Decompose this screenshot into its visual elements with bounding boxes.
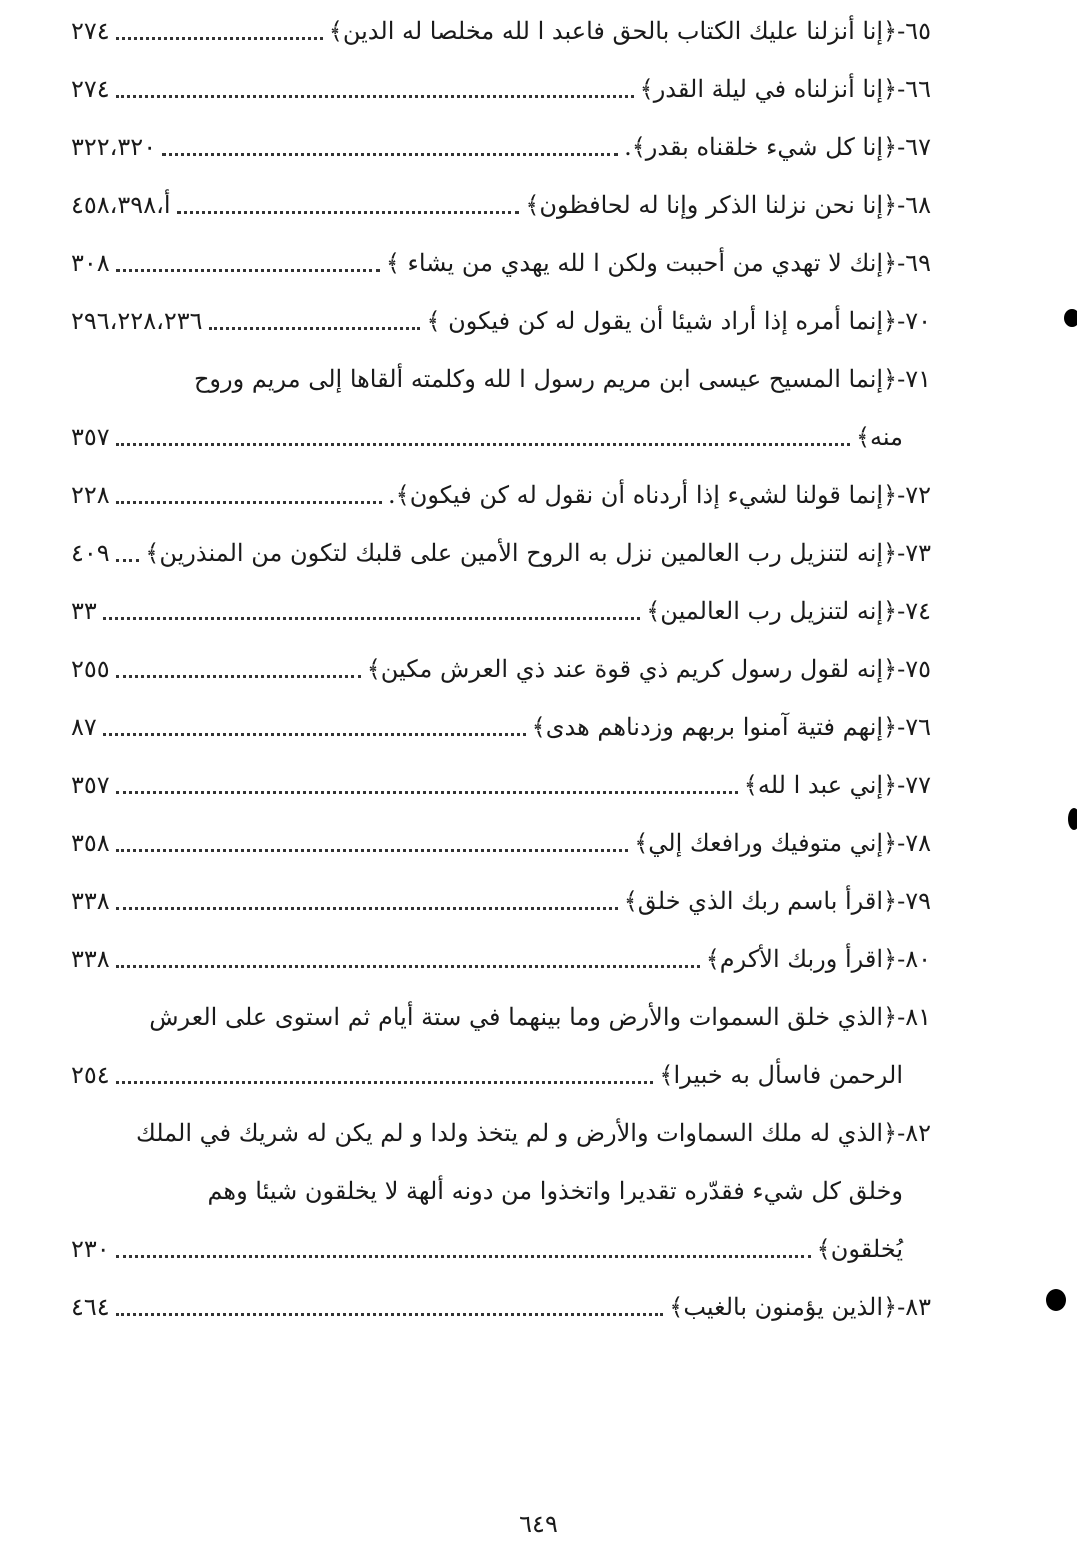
dot-leader [116, 1081, 654, 1084]
entry-line-wrapped [71, 350, 931, 408]
entry-line [71, 292, 931, 350]
index-entry [71, 814, 931, 872]
verse-text: ﴿الذي له ملك السماوات والأرض و لم يتخذ ولدا و لم يكن له شريك في الملك [135, 1119, 898, 1147]
entry-number: ٧٧- [897, 771, 931, 799]
index-entry [71, 698, 931, 756]
verse-text: ﴿إني متوفيك ورافعك إلي﴾ [634, 829, 898, 857]
index-entry [71, 1278, 931, 1336]
entry-line [71, 872, 931, 930]
entry-line [71, 176, 931, 234]
entry-line [71, 118, 931, 176]
page-references: ٤٦٤ [71, 1293, 110, 1321]
entry-number: ٧٦- [897, 713, 931, 741]
entry-number: ٧٣- [897, 539, 931, 567]
verse-text: ﴿إنما قولنا لشيء إذا أردناه أن نقول له كن فيكون﴾. [388, 481, 898, 509]
entry-number: ٧٢- [897, 481, 931, 509]
dot-leader [116, 443, 850, 446]
dot-leader [116, 1313, 664, 1316]
dot-leader [116, 269, 380, 272]
entry-line [71, 640, 931, 698]
verse-text: وخلق كل شيء فقدّره تقديرا واتخذوا من دونه ألهة لا يخلقون شيئا وهم [207, 1177, 903, 1205]
page-references: ٣٣ [71, 597, 97, 625]
entry-line [71, 1046, 931, 1104]
page-references: ٣٠٨ [71, 249, 110, 277]
dot-leader [116, 559, 140, 562]
entry-number: ٧٠- [897, 307, 931, 335]
entry-line [71, 582, 931, 640]
entry-number: ٧٤- [897, 597, 931, 625]
entry-line [71, 930, 931, 988]
verse-text: ﴿اقرأ باسم ربك الذي خلق﴾ [623, 887, 898, 915]
dot-leader [177, 211, 520, 214]
index-entry [71, 292, 931, 350]
verse-text: ﴿إنما أمره إذا أراد شيئا أن يقول له كن فيكون ﴾ [426, 307, 898, 335]
punch-hole [1068, 808, 1077, 830]
verse-text: ﴿إنه لتنزيل رب العالمين نزل به الروح الأمين على قلبك لتكون من المنذرين﴾ [145, 539, 898, 567]
index-entry [71, 756, 931, 814]
entry-line [71, 1278, 931, 1336]
dot-leader [116, 907, 618, 910]
index-entry [71, 118, 931, 176]
entry-line [71, 466, 931, 524]
verse-text: منه﴾ [855, 423, 903, 451]
page-references: ٣٣٨ [71, 887, 110, 915]
page-references: ٣٥٧ [71, 423, 110, 451]
page-references: ٣٥٨ [71, 829, 110, 857]
page-references: ٨٧ [71, 713, 97, 741]
verse-text: ﴿إنهم فتية آمنوا بربهم وزدناهم هدى﴾ [531, 713, 898, 741]
verse-text: ﴿الذي خلق السموات والأرض وما بينهما في ستة أيام ثم استوى على العرش [149, 1003, 898, 1031]
dot-leader [116, 95, 634, 98]
entry-number: ٨٠- [897, 945, 931, 973]
index-entry [71, 582, 931, 640]
index-entry [71, 466, 931, 524]
page-references: ٢٥٤ [71, 1061, 110, 1089]
verse-text: ﴿إنا كل شيء خلقناه بقدر﴾. [624, 133, 898, 161]
index-entry [71, 640, 931, 698]
verse-text: يُخلقون﴾ [816, 1235, 903, 1263]
dot-leader [103, 617, 640, 620]
verse-text: ﴿اقرأ وربك الأكرم﴾ [705, 945, 898, 973]
verse-text: ﴿إنه لقول رسول كريم ذي قوة عند ذي العرش مكين﴾ [366, 655, 898, 683]
dot-leader [116, 1255, 811, 1258]
index-entry [71, 930, 931, 988]
entry-line [71, 814, 931, 872]
index-entry [71, 524, 931, 582]
entry-line [71, 2, 931, 60]
entry-line [71, 234, 931, 292]
page-references: ٣٢٢،٣٢٠ [71, 133, 157, 161]
index-entry [71, 350, 931, 466]
entry-number: ٧٩- [897, 887, 931, 915]
page-references: ٢٥٥ [71, 655, 110, 683]
verse-text: الرحمن فاسأل به خبيرا﴾ [659, 1061, 903, 1089]
page-references: ٢٧٤ [71, 75, 110, 103]
verse-text: ﴿إني عبد ا لله﴾ [743, 771, 898, 799]
entry-line-wrapped [71, 1104, 931, 1162]
index-entry [71, 872, 931, 930]
dot-leader [116, 675, 361, 678]
index-entry [71, 2, 931, 60]
page-references: ٣٥٧ [71, 771, 110, 799]
verse-text: ﴿الذين يؤمنون بالغيب﴾ [669, 1293, 898, 1321]
entry-number: ٧١- [897, 365, 931, 393]
page-number: ٦٤٩ [519, 1510, 558, 1538]
page-references: أ،٤٥٨،٣٩٨ [71, 191, 171, 219]
page-references: ٣٣٨ [71, 945, 110, 973]
dot-leader [209, 327, 421, 330]
punch-hole [1046, 1289, 1066, 1311]
entry-number: ٧٥- [897, 655, 931, 683]
verse-text: ﴿إنه لتنزيل رب العالمين﴾ [646, 597, 898, 625]
entry-number: ٨١- [897, 1003, 931, 1031]
verse-text: ﴿إنك لا تهدي من أحببت ولكن ا لله يهدي من يشاء ﴾ [385, 249, 898, 277]
verse-text: ﴿إنا أنزلناه في ليلة القدر﴾ [639, 75, 898, 103]
page-references: ٢٩٦،٢٢٨،٢٣٦ [71, 307, 203, 335]
entry-number: ٦٩- [897, 249, 931, 277]
dot-leader [116, 849, 629, 852]
entry-number: ٨٣- [897, 1293, 931, 1321]
verse-text: ﴿إنا نحن نزلنا الذكر وإنا له لحافظون﴾ [525, 191, 898, 219]
dot-leader [162, 153, 618, 156]
punch-hole [1064, 309, 1077, 327]
entry-line-wrapped [71, 988, 931, 1046]
entry-line [71, 1220, 931, 1278]
entry-number: ٦٧- [897, 133, 931, 161]
entry-line-wrapped [71, 1162, 931, 1220]
entry-number: ٦٥- [897, 17, 931, 45]
entry-number: ٧٨- [897, 829, 931, 857]
page-references: ٢٣٠ [71, 1235, 110, 1263]
verse-text: ﴿إنا أنزلنا عليك الكتاب بالحق فاعبد ا لله مخلصا له الدين﴾ [328, 17, 898, 45]
verse-text: ﴿إنما المسيح عيسى ابن مريم رسول ا لله وكلمته ألقاها إلى مريم وروح [193, 365, 898, 393]
index-entry [71, 234, 931, 292]
index-entry [71, 60, 931, 118]
entry-line [71, 756, 931, 814]
dot-leader [116, 501, 382, 504]
entry-number: ٨٢- [897, 1119, 931, 1147]
dot-leader [103, 733, 526, 736]
verse-index-list [71, 2, 931, 1336]
dot-leader [116, 37, 323, 40]
entry-line [71, 524, 931, 582]
entry-line [71, 408, 931, 466]
page-references: ٢٧٤ [71, 17, 110, 45]
index-entry [71, 176, 931, 234]
entry-number: ٦٦- [897, 75, 931, 103]
page-references: ٤٠٩ [71, 539, 110, 567]
index-entry [71, 988, 931, 1104]
entry-line [71, 698, 931, 756]
dot-leader [116, 965, 700, 968]
entry-line [71, 60, 931, 118]
dot-leader [116, 791, 738, 794]
entry-number: ٦٨- [897, 191, 931, 219]
index-entry [71, 1104, 931, 1278]
page-references: ٢٢٨ [71, 481, 110, 509]
